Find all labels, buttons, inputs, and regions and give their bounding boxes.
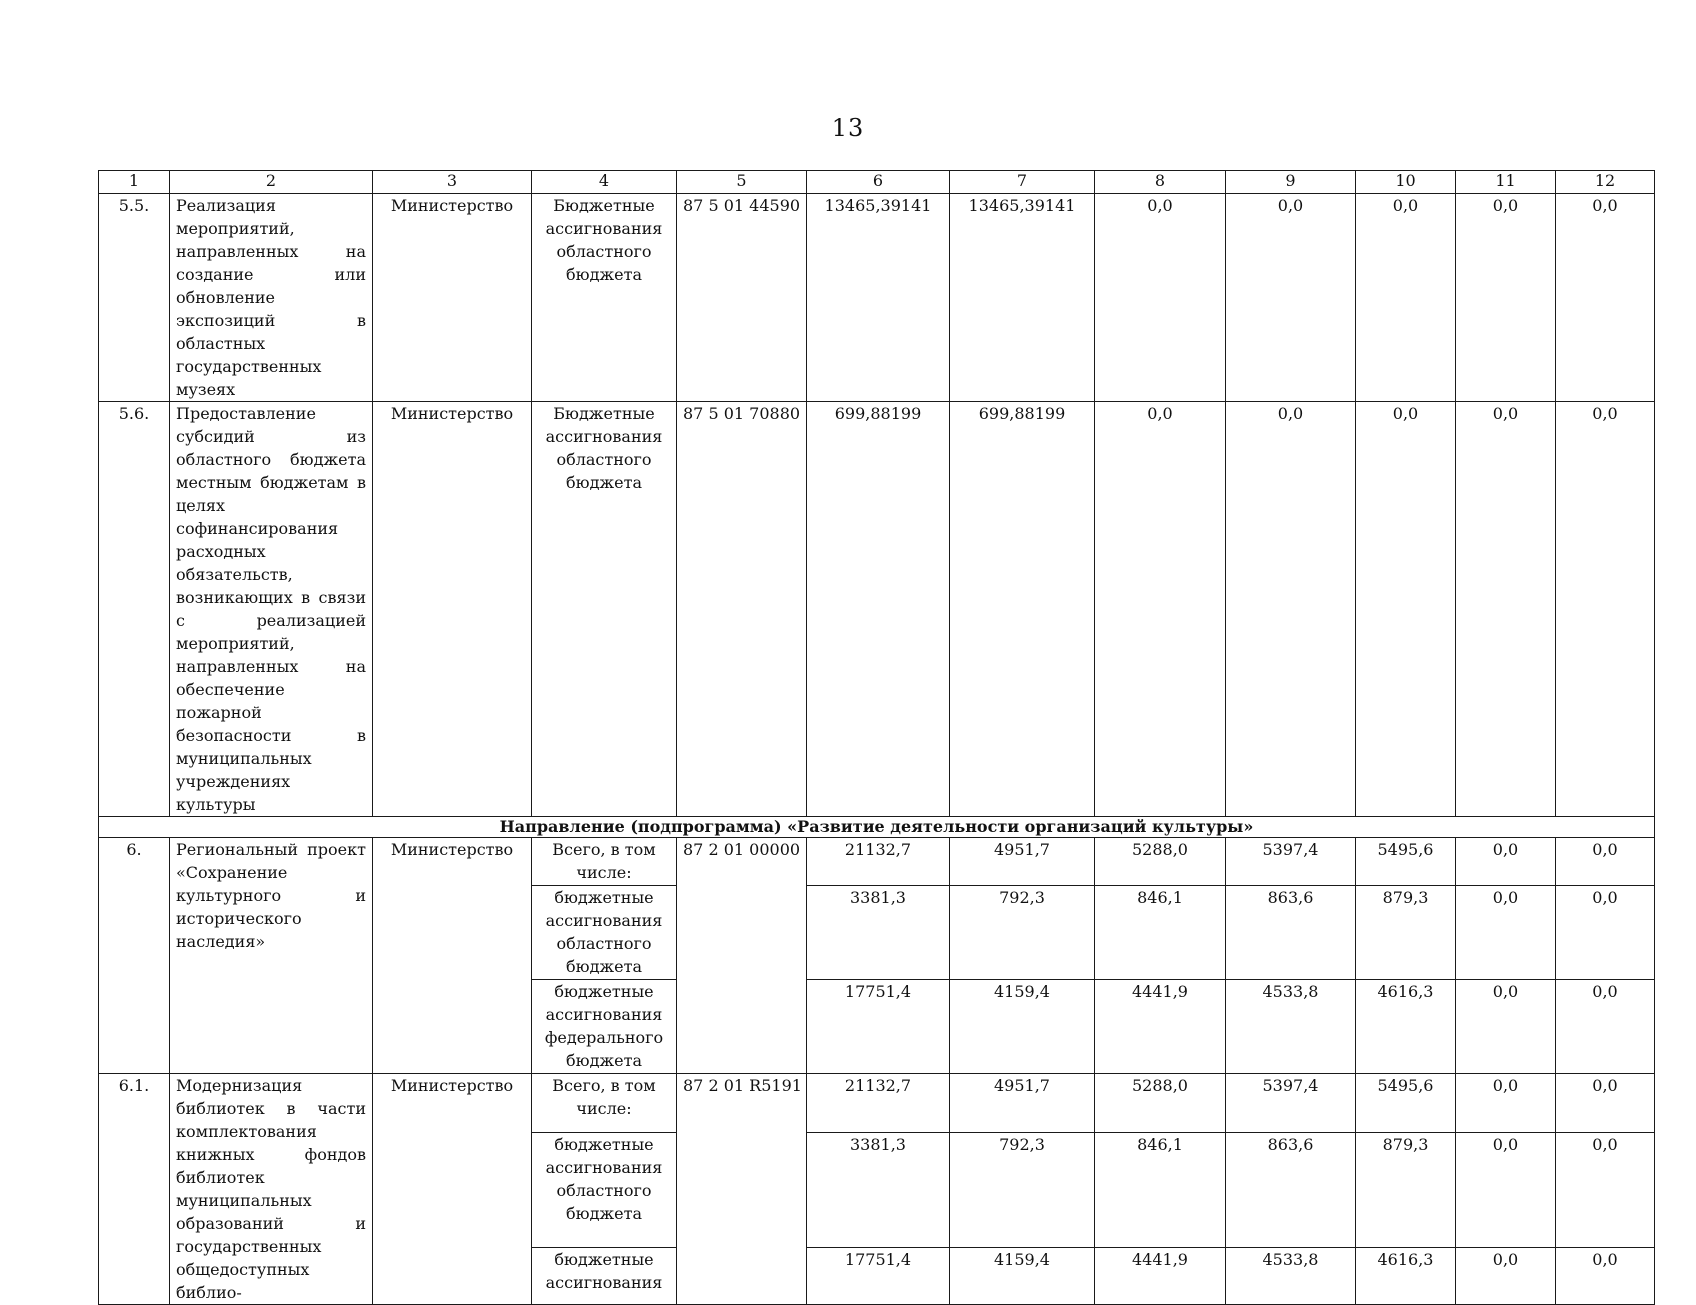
value-cell: 0,0	[1456, 886, 1556, 980]
table-row-5-5	[99, 194, 1655, 402]
value-cell: 4616,3	[1356, 980, 1456, 1074]
row-number: 6.	[99, 838, 170, 1074]
value-cell: 0,0	[1226, 402, 1356, 817]
header-cell: 11	[1456, 171, 1556, 194]
section-title: Направление (подпрограмма) «Развитие деятельности организаций культуры»	[99, 817, 1655, 838]
row-source: Бюджетные ассигнования областного бюджета	[532, 194, 677, 402]
value-cell: 0,0	[1556, 980, 1655, 1074]
header-cell: 4	[532, 171, 677, 194]
header-cell: 6	[807, 171, 950, 194]
value-cell: 13465,39141	[950, 194, 1095, 402]
table-row-5-6	[99, 402, 1655, 817]
value-cell: 0,0	[1456, 838, 1556, 886]
row-executor: Министерство	[373, 194, 532, 402]
row-name: Реализация мероприятий, направленных на создание или обновление экспозиций в областных государственных музеях	[170, 194, 373, 402]
value-cell: 4159,4	[950, 1247, 1095, 1304]
row-source: бюджетные ассигнования областного бюджета	[532, 1132, 677, 1247]
value-cell: 0,0	[1356, 402, 1456, 817]
section-row	[99, 817, 1655, 838]
row-budget-code: 87 5 01 70880	[677, 402, 807, 817]
value-cell: 4616,3	[1356, 1247, 1456, 1304]
value-cell: 0,0	[1456, 1247, 1556, 1304]
value-cell: 3381,3	[807, 1132, 950, 1247]
header-cell: 9	[1226, 171, 1356, 194]
row-number: 5.5.	[99, 194, 170, 402]
value-cell: 4533,8	[1226, 1247, 1356, 1304]
value-cell: 0,0	[1095, 194, 1226, 402]
value-cell: 879,3	[1356, 1132, 1456, 1247]
value-cell: 0,0	[1456, 980, 1556, 1074]
value-cell: 0,0	[1556, 1132, 1655, 1247]
value-cell: 0,0	[1556, 886, 1655, 980]
value-cell: 0,0	[1556, 402, 1655, 817]
row-source: бюджетные ассигнования	[532, 1247, 677, 1304]
table-row-6	[99, 838, 1655, 886]
value-cell: 863,6	[1226, 886, 1356, 980]
row-source: бюджетные ассигнования федерального бюджета	[532, 980, 677, 1074]
header-cell: 1	[99, 171, 170, 194]
row-budget-code: 87 2 01 00000	[677, 838, 807, 1074]
value-cell: 0,0	[1095, 402, 1226, 817]
value-cell: 5288,0	[1095, 838, 1226, 886]
value-cell: 17751,4	[807, 1247, 950, 1304]
value-cell: 846,1	[1095, 886, 1226, 980]
value-cell: 4951,7	[950, 1074, 1095, 1133]
header-row	[99, 171, 1655, 194]
value-cell: 0,0	[1456, 1132, 1556, 1247]
budget-table	[98, 170, 1655, 1305]
value-cell: 792,3	[950, 1132, 1095, 1247]
header-cell: 10	[1356, 171, 1456, 194]
value-cell: 17751,4	[807, 980, 950, 1074]
header-cell: 3	[373, 171, 532, 194]
row-number: 6.1.	[99, 1074, 170, 1305]
row-budget-code: 87 2 01 R5191	[677, 1074, 807, 1305]
value-cell: 0,0	[1456, 1074, 1556, 1133]
row-executor: Министерство	[373, 1074, 532, 1305]
value-cell: 5495,6	[1356, 1074, 1456, 1133]
page-number: 13	[831, 114, 865, 142]
header-cell: 2	[170, 171, 373, 194]
value-cell: 0,0	[1556, 838, 1655, 886]
value-cell: 0,0	[1456, 194, 1556, 402]
value-cell: 0,0	[1226, 194, 1356, 402]
table-row-6-1	[99, 1074, 1655, 1133]
value-cell: 879,3	[1356, 886, 1456, 980]
row-name: Модернизация библиотек в части комплектования книжных фондов библиотек муниципальных образований и государственных общедоступных библио-	[170, 1074, 373, 1305]
row-budget-code: 87 5 01 44590	[677, 194, 807, 402]
row-executor: Министерство	[373, 402, 532, 817]
value-cell: 699,88199	[807, 402, 950, 817]
header-cell: 5	[677, 171, 807, 194]
value-cell: 699,88199	[950, 402, 1095, 817]
row-name: Региональный проект «Сохранение культурного и исторического наследия»	[170, 838, 373, 1074]
value-cell: 0,0	[1456, 402, 1556, 817]
value-cell: 5397,4	[1226, 1074, 1356, 1133]
value-cell: 863,6	[1226, 1132, 1356, 1247]
value-cell: 4159,4	[950, 980, 1095, 1074]
value-cell: 21132,7	[807, 838, 950, 886]
value-cell: 5288,0	[1095, 1074, 1226, 1133]
header-cell: 7	[950, 171, 1095, 194]
row-executor: Министерство	[373, 838, 532, 1074]
row-number: 5.6.	[99, 402, 170, 817]
value-cell: 3381,3	[807, 886, 950, 980]
value-cell: 21132,7	[807, 1074, 950, 1133]
value-cell: 792,3	[950, 886, 1095, 980]
row-name: Предоставление субсидий из областного бюджета местным бюджетам в целях софинансирования расходных обязательств, возникающих в связи с реализацией мероприятий, направленных на обеспечение пожарной безопасности в муниципальных учреждениях культуры	[170, 402, 373, 817]
value-cell: 4441,9	[1095, 980, 1226, 1074]
value-cell: 0,0	[1556, 1247, 1655, 1304]
value-cell: 4533,8	[1226, 980, 1356, 1074]
value-cell: 0,0	[1556, 194, 1655, 402]
value-cell: 5397,4	[1226, 838, 1356, 886]
value-cell: 4441,9	[1095, 1247, 1226, 1304]
row-source: бюджетные ассигнования областного бюджета	[532, 886, 677, 980]
row-source: Всего, в том числе:	[532, 1074, 677, 1133]
value-cell: 0,0	[1356, 194, 1456, 402]
value-cell: 4951,7	[950, 838, 1095, 886]
value-cell: 0,0	[1556, 1074, 1655, 1133]
header-cell: 8	[1095, 171, 1226, 194]
header-cell: 12	[1556, 171, 1655, 194]
value-cell: 13465,39141	[807, 194, 950, 402]
value-cell: 5495,6	[1356, 838, 1456, 886]
value-cell: 846,1	[1095, 1132, 1226, 1247]
row-source: Всего, в том числе:	[532, 838, 677, 886]
row-source: Бюджетные ассигнования областного бюджета	[532, 402, 677, 817]
